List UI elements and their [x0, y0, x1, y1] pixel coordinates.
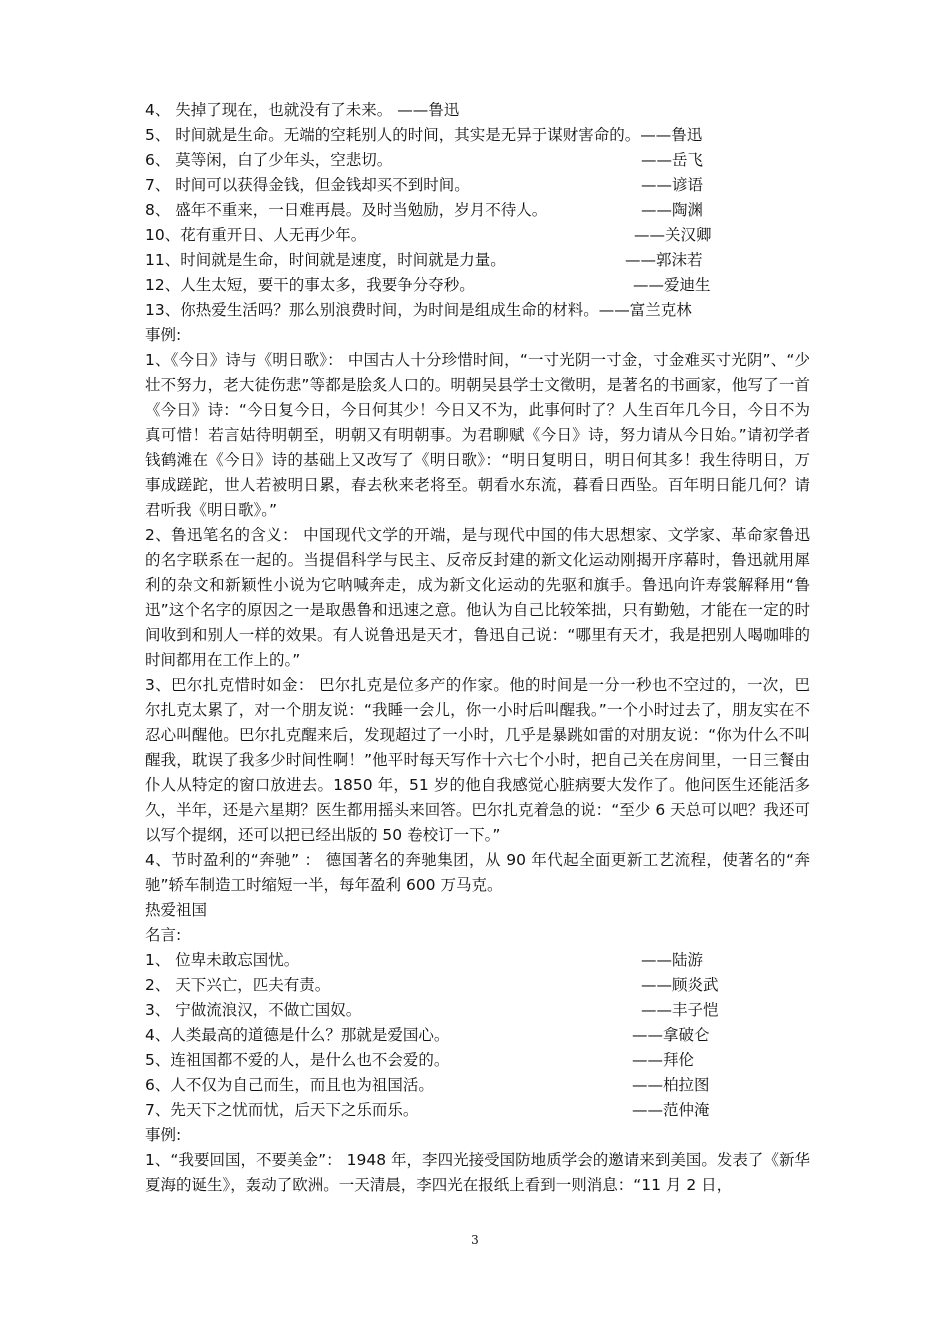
quote-line [145, 998, 810, 1023]
quote-line [145, 273, 810, 298]
quote-text: 3、 宁做流浪汉，不做亡国奴。 [145, 1001, 362, 1019]
quote-line [145, 198, 810, 223]
page-content [145, 98, 810, 1198]
quote-text: 2、 天下兴亡，匹夫有责。 [145, 976, 331, 994]
quote-line [145, 148, 810, 173]
quote-text: 6、人不仅为自己而生，而且也为祖国活。 [145, 1076, 434, 1094]
example-paragraph: 1、《今日》诗与《明日歌》： 中国古人十分珍惜时间，“一寸光阴一寸金，寸金难买寸光阴”、“少壮不努力，老大徒伤悲”等都是脍炙人口的。明朝吴县学士文徵明，是著名的书画家，他写了一首《今日》诗：“今日复今日，今日何其少！今日又不为，此事何时了？人生百年几今日，今日不为真可惜！若言姑待明朝至，明朝又有明朝事。为君聊赋《今日》诗，努力请从今日始。”请初学者钱鹤滩在《今日》诗的基础上又改写了《明日歌》：“明日复明日，明日何其多！我生待明日，万事成蹉跎，世人若被明日累，春去秋来老将至。朝看水东流，暮看日西坠。百年明日能几何？请君听我《明日歌》。” [145, 351, 810, 519]
quote-author: ——郭沫若 [625, 251, 703, 269]
quote-text: 11、时间就是生命，时间就是速度，时间就是力量。 [145, 251, 506, 269]
quote-line [145, 1073, 810, 1098]
example-paragraph: 4、节时盈利的“奔驰” ： 德国著名的奔驰集团，从 90 年代起全面更新工艺流程，使著名的“奔驰”轿车制造工时缩短一半，每年盈利 600 万马克。 [145, 851, 810, 894]
example-paragraph: 2、鲁迅笔名的含义： 中国现代文学的开端，是与现代中国的伟大思想家、文学家、革命家鲁迅的名字联系在一起的。当提倡科学与民主、反帝反封建的新文化运动刚揭开序幕时，鲁迅就用犀利的杂文和新颖性小说为它呐喊奔走，成为新文化运动的先驱和旗手。鲁迅向许寿裳解释用“鲁迅”这个名字的原因之一是取愚鲁和迅速之意。他认为自己比较笨拙，只有勤勉，才能在一定的时间收到和别人一样的效果。有人说鲁迅是天才，鲁迅自己说：“哪里有天才，我是把别人喝咖啡的时间都用在工作上的。” [145, 526, 810, 669]
quote-author: ——爱迪生 [633, 276, 711, 294]
quote-text: 13、你热爱生活吗？那么别浪费时间，为时间是组成生命的材料。——富兰克林 [145, 301, 692, 319]
example-paragraph: 3、巴尔扎克惜时如金： 巴尔扎克是位多产的作家。他的时间是一分一秒也不空过的，一次，巴尔扎克太累了，对一个朋友说：“我睡一会儿，你一小时后叫醒我。”一个小时过去了，朋友实在不忍心叫醒他。巴尔扎克醒来后，发现超过了一小时，几乎是暴跳如雷的对朋友说：“你为什么不叫醒我，耽误了我多少时间性啊！”他平时每天写作十六七个小时，把自己关在房间里，一日三餐由仆人从特定的窗口放进去。1850 年，51 岁的他自我感觉心脏病要大发作了。他问医生还能活多久，半年，还是六星期？医生都用摇头来回答。巴尔扎克着急的说：“至少 6 天总可以吧？我还可以写个提纲，还可以把已经出版的 50 卷校订一下。” [145, 676, 810, 844]
quote-text: 10、花有重开日、人无再少年。 [145, 226, 367, 244]
quote-author: ——岳飞 [641, 151, 704, 169]
quote-author: ——陶渊 [641, 201, 704, 219]
quote-text: 1、 位卑未敢忘国忧。 [145, 951, 300, 969]
quote-author: ——拜伦 [632, 1051, 695, 1069]
quote-author: ——顾炎武 [641, 976, 719, 994]
quote-author: ——拿破仑 [632, 1026, 710, 1044]
quote-line [145, 973, 810, 998]
quote-author: ——柏拉图 [632, 1076, 710, 1094]
section-heading: 事例: [145, 1126, 182, 1144]
quote-line [145, 123, 810, 148]
quote-line [145, 1048, 810, 1073]
quote-line [145, 1023, 810, 1048]
quote-line [145, 248, 810, 273]
quote-line [145, 98, 810, 123]
quote-line [145, 1098, 810, 1123]
quotes-heading: 名言: [145, 926, 182, 944]
quote-text: 4、人类最高的道德是什么？那就是爱国心。 [145, 1026, 450, 1044]
section-title: 热爱祖国 [145, 901, 208, 919]
quote-line [145, 173, 810, 198]
quote-text: 4、 失掉了现在，也就没有了未来。 ——鲁迅 [145, 101, 460, 119]
example-paragraph: 1、“我要回国，不要美金”： 1948 年，李四光接受国防地质学会的邀请来到美国。发表了《新华夏海的诞生》，轰动了欧洲。一天清晨，李四光在报纸上看到一则消息：“11 月 2 日， [145, 1151, 810, 1194]
quote-text: 5、连祖国都不爱的人，是什么也不会爱的。 [145, 1051, 450, 1069]
quote-text: 8、 盛年不重来，一日难再晨。及时当勉励，岁月不待人。 [145, 201, 548, 219]
section-heading: 事例: [145, 326, 182, 344]
quote-line [145, 948, 810, 973]
quote-author: ——丰子恺 [641, 1001, 719, 1019]
quote-author: ——谚语 [641, 176, 704, 194]
quote-line [145, 223, 810, 248]
quote-author: ——关汉卿 [634, 226, 712, 244]
quote-text: 6、 莫等闲，白了少年头，空悲切。 [145, 151, 393, 169]
quote-text: 7、先天下之忧而忧，后天下之乐而乐。 [145, 1101, 419, 1119]
page-number: 3 [471, 1233, 479, 1247]
quote-text: 7、 时间可以获得金钱，但金钱却买不到时间。 [145, 176, 470, 194]
quote-author: ——范仲淹 [632, 1101, 710, 1119]
quote-line [145, 298, 810, 323]
quote-author: ——陆游 [641, 951, 704, 969]
quote-text: 5、 时间就是生命。无端的空耗别人的时间，其实是无异于谋财害命的。——鲁迅 [145, 126, 703, 144]
quote-text: 12、人生太短，要干的事太多，我要争分夺秒。 [145, 276, 475, 294]
